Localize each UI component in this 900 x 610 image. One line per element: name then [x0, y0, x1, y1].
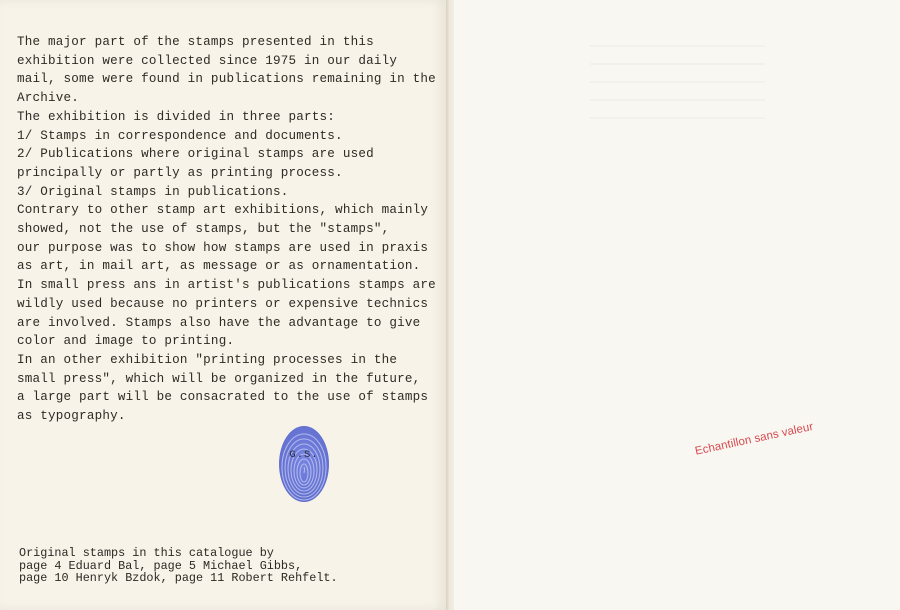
exhibition-description	[17, 33, 437, 426]
body-line: showed, not the use of stamps, but the "stamps",	[17, 222, 390, 237]
thumbprint-icon	[278, 425, 330, 503]
body-line: 3/ Original stamps in publications.	[17, 184, 289, 199]
body-line: principally or partly as printing process.	[17, 165, 343, 180]
thumbprint-signature	[278, 425, 330, 503]
body-line: as typography.	[17, 409, 126, 424]
body-line: 2/ Publications where original stamps are used	[17, 147, 374, 162]
body-line: In small press ans in artist's publications stamps are	[17, 278, 436, 293]
body-line: The major part of the stamps presented in this	[17, 35, 374, 49]
sample-stamp: Echantillon sans valeur	[694, 420, 815, 458]
body-line: In an other exhibition "printing processes in the	[17, 352, 398, 367]
body-line: our purpose was to show how stamps are used in praxis	[17, 240, 429, 255]
body-line: exhibition were collected since 1975 in our daily	[17, 53, 398, 68]
body-line: as art, in mail art, as message or as ornamentation.	[17, 259, 421, 274]
body-line: a large part will be consacrated to the use of stamps	[17, 390, 429, 405]
body-line: wildly used because no printers or expensive technics	[17, 296, 429, 311]
body-line: mail, some were found in publications remaining in the	[17, 72, 436, 87]
body-line: The exhibition is divided in three parts:	[17, 109, 336, 124]
show-through-text	[590, 45, 765, 120]
credit-line: Original stamps in this catalogue by	[19, 546, 274, 560]
body-line: Contrary to other stamp art exhibitions, which mainly	[17, 203, 429, 218]
body-line: color and image to printing.	[17, 334, 235, 349]
thumbprint-initials: G.S.	[289, 449, 319, 461]
left-page	[0, 0, 446, 610]
body-line: 1/ Stamps in correspondence and documents.	[17, 128, 343, 143]
page-fold	[446, 0, 454, 610]
credit-line: page 10 Henryk Bzdok, page 11 Robert Rehfelt.	[19, 571, 338, 586]
body-line: Archive.	[17, 91, 80, 106]
body-line: are involved. Stamps also have the advantage to give	[17, 315, 421, 330]
stamp-credits	[19, 547, 439, 585]
body-line: small press", which will be organized in the future,	[17, 371, 421, 386]
credit-line: page 4 Eduard Bal, page 5 Michael Gibbs,	[19, 558, 303, 573]
